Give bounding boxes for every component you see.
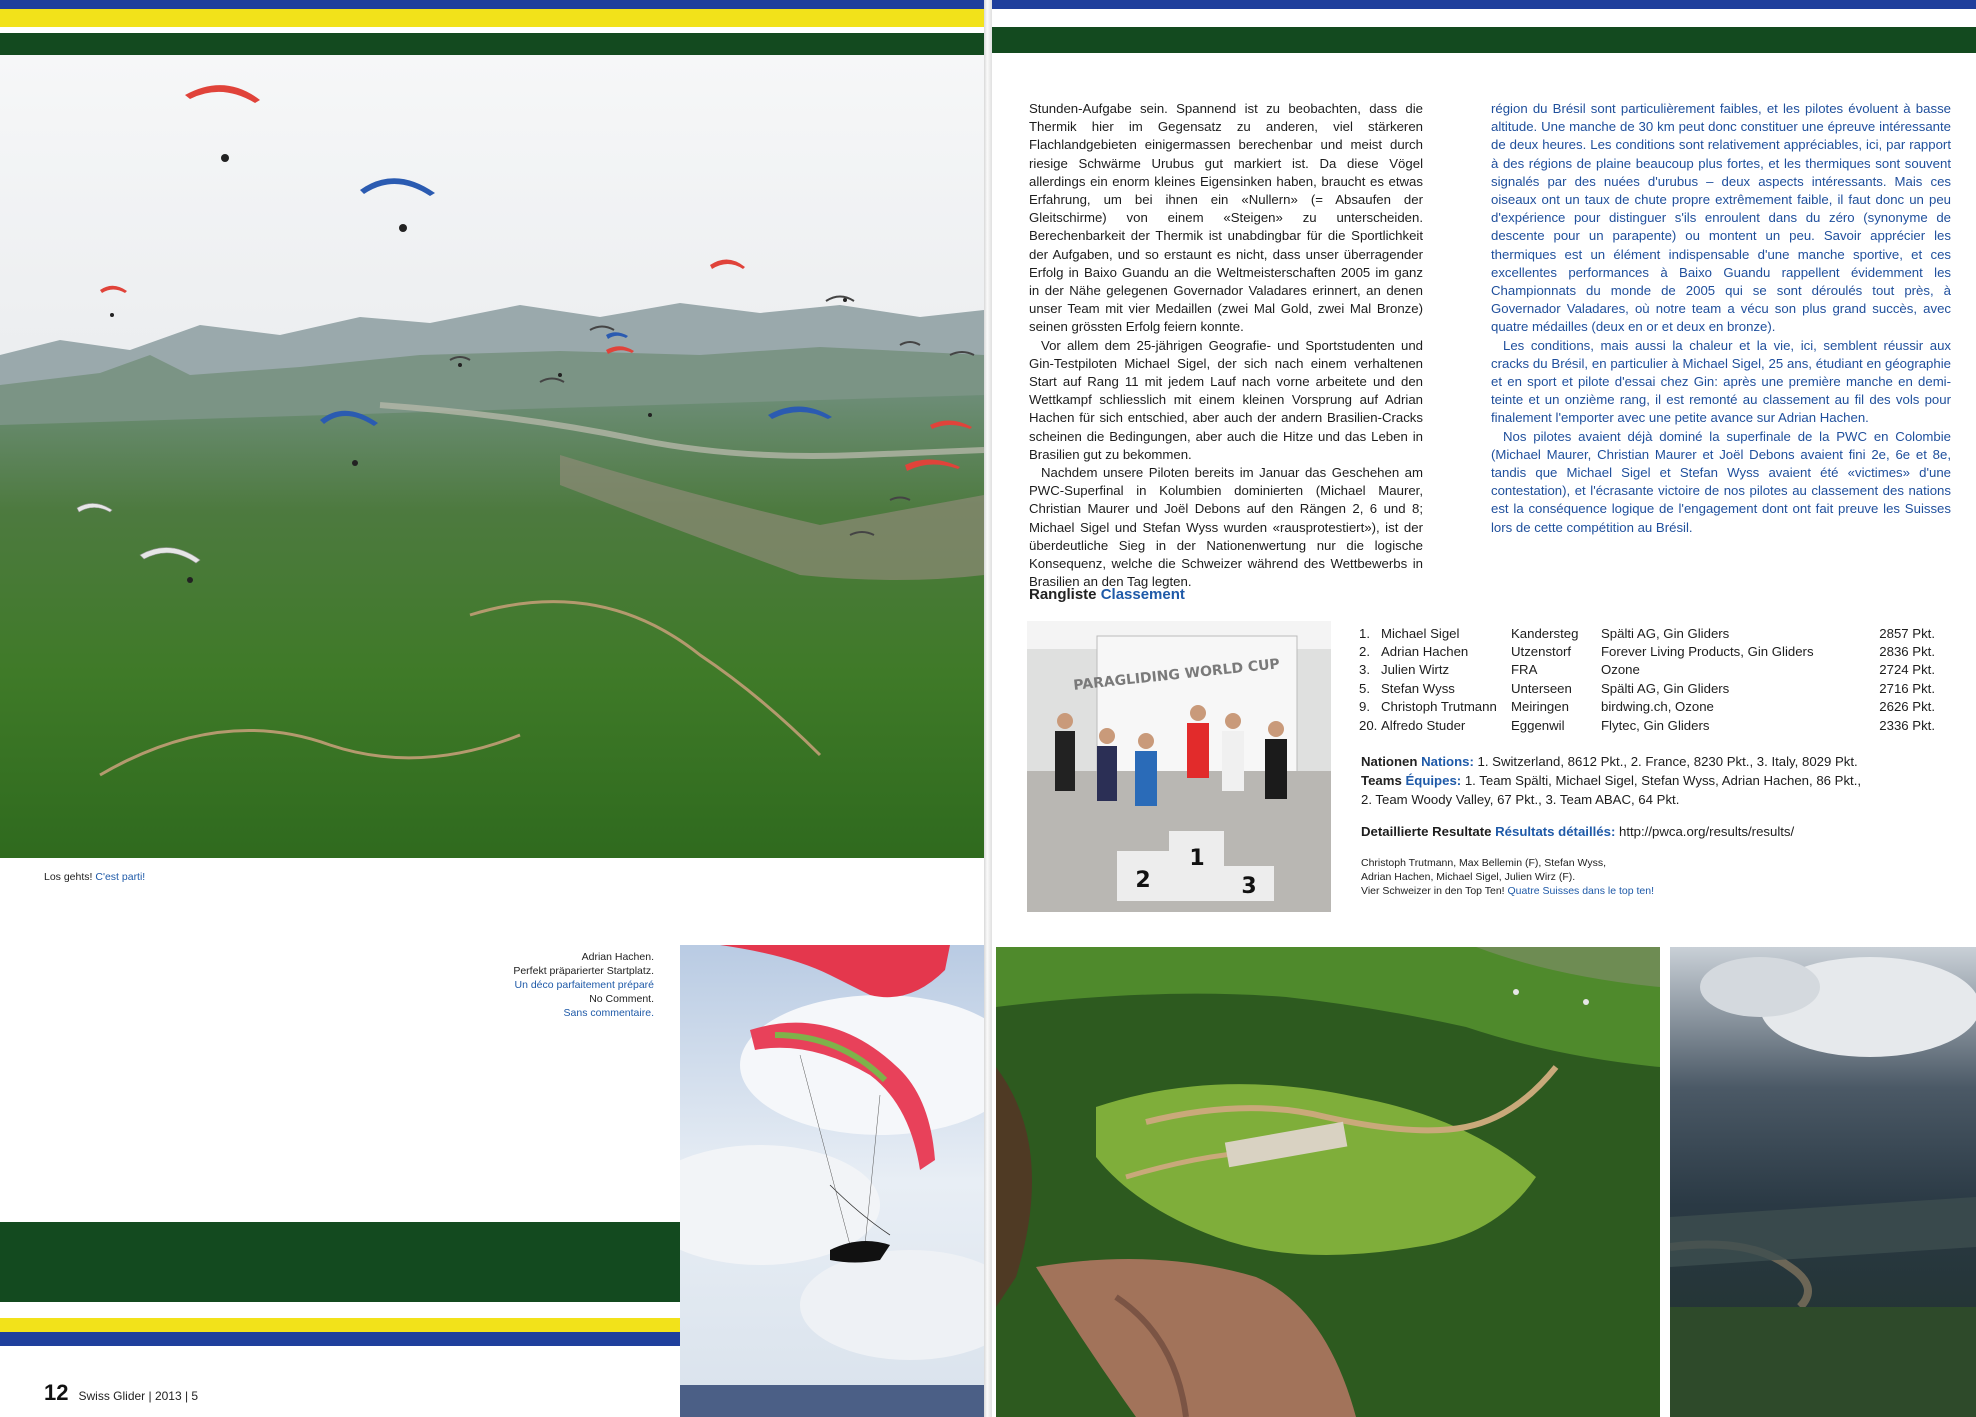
ranking-points: 2626 Pkt.	[1879, 699, 1935, 715]
page-gutter	[984, 0, 992, 1417]
fr-paragraph-3: Nos pilotes avaient déjà dominé la superfinale de la PWC en Colombie (Michael Maurer, Christian Maurer et Joël Debons avaient fini 2e, 6e et 8e, tandis que Michael Sigel et Stefan Wyss avaient été «victimes» d'une contestation), et l'écrasante victoire de nos pilotes au classement des nations est la conséquence logique de l'engagement dont ont fait preuve les Suisses lors de cette compétition au Brésil.	[1491, 428, 1951, 535]
ranking-name: Julien Wirtz	[1381, 662, 1450, 678]
podium-caption-line2: Adrian Hachen, Michael Sigel, Julien Wirz (F).	[1361, 871, 1576, 883]
launch-site-aerial-photo	[996, 947, 1660, 1417]
right-page	[992, 0, 1976, 1417]
details-url[interactable]: http://pwca.org/results/results/	[1619, 824, 1795, 839]
ranking-heading-de: Rangliste	[1029, 586, 1097, 603]
ranking-town: Meiringen	[1511, 699, 1569, 715]
caption-adrian: Adrian Hachen.	[581, 951, 654, 963]
page-footer	[44, 1380, 198, 1406]
top-stripe-blue-right	[992, 0, 1976, 9]
teams-label-fr: Équipes:	[1405, 773, 1462, 788]
ranking-town: Unterseen	[1511, 680, 1572, 696]
teams-line-2: 2. Team Woody Valley, 67 Pkt., 3. Team ABAC, 64 Pkt.	[1361, 792, 1680, 807]
top-stripe-green	[0, 33, 984, 55]
de-paragraph-2: Vor allem dem 25-jährigen Geografie- und Sportstudenten und Gin-Testpiloten Michael Sigel, der sich nach einem verhaltenen Start auf Rang 11 mit jedem Lauf nach vorne arbeitete und den Wettkampf schliesslich mit einem kleinen Vorsprung auf Adrian Hachen für sich entschied, aber auch der andern Brasilien-Cracks scheinen die Bedingungen, aber auch die Hitze und das Leben in Brasilien gut zu bekommen.	[1029, 337, 1423, 462]
ranking-points: 2857 Pkt.	[1879, 625, 1935, 641]
bottom-stripe-blue	[0, 1332, 680, 1346]
ranking-heading	[1029, 586, 1185, 603]
podium-sign-text: PARAGLIDING WORLD CUP	[1072, 656, 1281, 694]
ranking-rank: 5.	[1359, 680, 1370, 696]
ranking-rank: 1.	[1359, 625, 1370, 641]
magazine-issue: Swiss Glider | 2013 | 5	[78, 1389, 199, 1403]
nations-line	[1361, 752, 1941, 771]
de-paragraph-3: Nachdem unsere Piloten bereits im Januar das Geschehen am PWC-Superfinal in Kolumbien dominierten (Michael Maurer, Christian Maurer und Joël Debons auf den Rängen 2, 6 und 8; Michael Sigel und Stefan Wyss wurden «rausprotestiert»), ist der überdeutliche Sieg in der Nationenwertung nur die logische Konsequenz, welche die Schweizer während des Wettbewerbs in Brasilien an den Tag legten.	[1029, 465, 1423, 590]
ranking-row	[1359, 679, 1935, 697]
podium-place-2: 2	[1135, 868, 1151, 893]
ranking-rank: 20.	[1359, 717, 1378, 733]
podium-caption	[1361, 856, 1654, 898]
podium-place-3: 3	[1241, 874, 1257, 899]
ranking-name: Michael Sigel	[1381, 625, 1460, 641]
ranking-town: Kandersteg	[1511, 625, 1579, 641]
ranking-name: Alfredo Studer	[1381, 717, 1466, 733]
ranking-sponsor: Forever Living Products, Gin Gliders	[1601, 644, 1814, 660]
ranking-row	[1359, 698, 1935, 716]
nations-teams-summary	[1361, 752, 1941, 809]
ranking-town: Utzenstorf	[1511, 644, 1572, 660]
de-paragraph-1: Stunden-Aufgabe sein. Spannend ist zu beobachten, dass die Thermik hier im Gegensatz zu anderen, viel stärkeren Flachlandgebieten einigermassen berechenbar und meist durch riesige Schwärme Urubus gut markiert ist. Da diese Vögel allerdings ein enorm kleines Eigensinken haben, braucht es etwas Erfahrung, um bei ihnen ein «Nullern» (= Absaufen der Gleitschirme) von einem «Steigen» zu unterscheiden. Berechenbarkeit der Thermik ist unabdingbar für die Sportlichkeit der Aufgaben, und so erstaunt es nicht, dass unser überragender Erfolg in Baixo Guandu an die Weltmeisterschaften 2005 im ganz in der Nähe gelegenen Governador Valadares erinnert, an denen unser Team mit vier Medaillen (zwei Mal Gold, zwei Mal Bronze) seinen grössten Erfolg feiern konnte.	[1029, 101, 1423, 335]
ranking-row	[1359, 716, 1935, 734]
podium-caption-fr: Quatre Suisses dans le top ten!	[1507, 885, 1655, 897]
ranking-points: 2836 Pkt.	[1879, 644, 1935, 660]
hero-caption-de: Los gehts!	[44, 871, 93, 883]
ranking-sponsor: birdwing.ch, Ozone	[1601, 699, 1714, 715]
ranking-rank: 3.	[1359, 662, 1370, 678]
ranking-sponsor: Spälti AG, Gin Gliders	[1601, 680, 1730, 696]
hero-caption	[44, 870, 145, 884]
ranking-town: Eggenwil	[1511, 717, 1565, 733]
top-stripe-blue	[0, 0, 984, 9]
teams-line	[1361, 771, 1941, 790]
ranking-name: Christoph Trutmann	[1381, 699, 1497, 715]
page-number: 12	[44, 1380, 69, 1405]
ranking-points: 2336 Pkt.	[1879, 717, 1935, 733]
caption-takeoff-fr: Un déco parfaitement préparé	[514, 979, 654, 991]
ranking-town: FRA	[1511, 662, 1538, 678]
top-stripe-yellow	[0, 9, 984, 27]
ranking-row	[1359, 661, 1935, 679]
fr-paragraph-2: Les conditions, mais aussi la chaleur et la vie, ici, semblent réussir aux cracks du Brésil, en particulier à Michael Sigel, 25 ans, étudiant en géographie et en sport et pilote d'essai chez Gin: après une première manche en demi-teinte et un onzième rang, il est remonté au classement au fil des vols pour finalement l'emporter avec une petite avance sur Adrian Hachen.	[1491, 337, 1951, 426]
article-column-fr	[1491, 100, 1951, 537]
details-label-de: Detaillierte Resultate	[1361, 824, 1492, 839]
hero-caption-fr: C'est parti!	[95, 871, 146, 883]
ranking-sponsor: Spälti AG, Gin Gliders	[1601, 625, 1730, 641]
caption-takeoff-de: Perfekt präparierter Startplatz.	[513, 965, 654, 977]
caption-nocomment-fr: Sans commentaire.	[563, 1007, 654, 1019]
bottom-stripe-yellow	[0, 1318, 680, 1332]
ranking-sponsor: Ozone	[1601, 662, 1640, 678]
ranking-heading-fr: Classement	[1100, 586, 1185, 603]
ranking-rank: 9.	[1359, 699, 1370, 715]
top-stripe-green-right	[992, 27, 1976, 53]
ranking-rank: 2.	[1359, 644, 1370, 660]
nations-text: 1. Switzerland, 8612 Pkt., 2. France, 8230 Pkt., 3. Italy, 8029 Pkt.	[1477, 754, 1858, 769]
side-captions	[513, 950, 654, 1020]
storm-valley-photo	[1670, 947, 1976, 1417]
hero-paragliders-photo	[0, 55, 984, 858]
nations-label-fr: Nations:	[1421, 754, 1474, 769]
ranking-points: 2716 Pkt.	[1879, 680, 1935, 696]
ranking-row	[1359, 642, 1935, 660]
detailed-results	[1361, 824, 1794, 839]
ranking-points: 2724 Pkt.	[1879, 662, 1935, 678]
ranking-row	[1359, 624, 1935, 642]
caption-nocomment-de: No Comment.	[589, 993, 654, 1005]
glider-closeup-photo	[680, 945, 984, 1417]
ranking-name: Adrian Hachen	[1381, 644, 1469, 660]
teams-label-de: Teams	[1361, 773, 1402, 788]
podium-place-1: 1	[1189, 846, 1205, 871]
left-page	[0, 0, 984, 1417]
nations-label-de: Nationen	[1361, 754, 1418, 769]
podium-photo	[1027, 621, 1331, 912]
ranking-table	[1359, 624, 1935, 734]
podium-caption-line1: Christoph Trutmann, Max Bellemin (F), Stefan Wyss,	[1361, 857, 1606, 869]
ranking-sponsor: Flytec, Gin Gliders	[1601, 717, 1710, 733]
teams-text: 1. Team Spälti, Michael Sigel, Stefan Wyss, Adrian Hachen, 86 Pkt.,	[1464, 773, 1862, 788]
ranking-name: Stefan Wyss	[1381, 680, 1455, 696]
top-stripe-white-right	[992, 9, 1976, 27]
article-column-de	[1029, 100, 1423, 591]
fr-paragraph-1: région du Brésil sont particulièrement faibles, et les pilotes évoluent à basse altitude. Une manche de 30 km peut donc constituer une épreuve intéressante de deux heures. Les conditions sont relativement appréciables, ici, par rapport à des régions de plaine beaucoup plus fortes, et les thermiques sont souvent signalés par des nuées d'urubus – deux aspects intéressants. Mais ces oiseaux ont un taux de chute propre extrêmement faible, il faut donc un peu d'expérience pour distinguer s'ils enroulent dans du zéro (synonyme de descente pour un parapente) ou montent un peu. Savoir apprécier les thermiques est un élément indispensable d'une manche sportive, et ces excellentes performances à Baixo Guandu rappellent évidemment les Championnats du monde de 2005 qui se sont déroulés tout près, à Governador Valadares, où notre team a vécu son plus grand succès, avec quatre médailles (deux en or et deux en bronze).	[1491, 101, 1951, 335]
podium-caption-de: Vier Schweizer in den Top Ten!	[1361, 885, 1505, 897]
details-label-fr: Résultats détaillés:	[1495, 824, 1616, 839]
bottom-stripe-green	[0, 1222, 680, 1302]
